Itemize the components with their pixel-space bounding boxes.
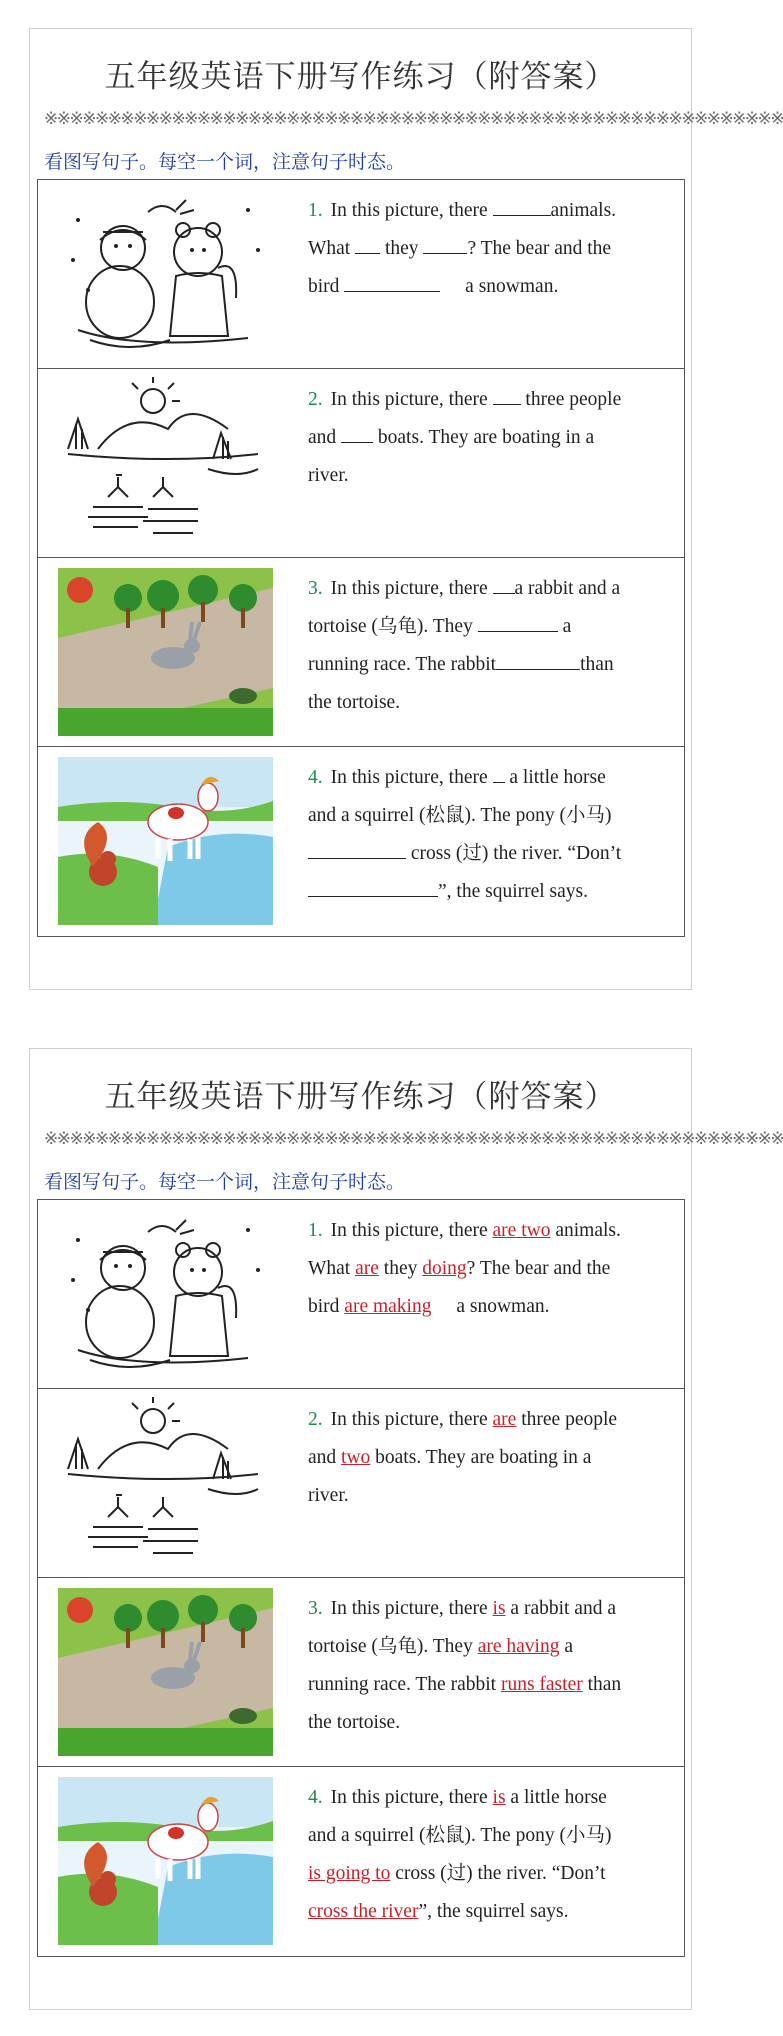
text: What [308, 238, 356, 259]
answer-blank[interactable] [493, 386, 521, 405]
text: and a squirrel (松鼠). The pony (小马) [308, 1825, 612, 1846]
text: than [587, 1674, 622, 1695]
page-title: 五年级英语下册写作练习（附答案） [104, 1079, 617, 1115]
question-number: 1. [308, 1220, 323, 1241]
text: running race. The rabbit [308, 1674, 497, 1695]
answer-text: two [341, 1447, 371, 1468]
text: In this picture, there [330, 767, 493, 788]
answer-text: cross the river [308, 1901, 419, 1922]
text: than [580, 654, 614, 675]
answer-blank[interactable] [308, 840, 406, 859]
answer-text: are making [344, 1296, 432, 1317]
question-number: 2. [308, 389, 323, 410]
text: a snowman. [451, 1296, 550, 1317]
answer-text: is [492, 1787, 506, 1808]
answer-text: doing [422, 1258, 467, 1279]
rabbit-tortoise-race-picture [58, 568, 273, 736]
exercise-row-1 [38, 180, 684, 369]
text: ”, the squirrel says. [438, 881, 589, 902]
text: In this picture, there [330, 1787, 493, 1808]
exercise-row-4 [38, 747, 684, 936]
answer-3-text [308, 1590, 680, 1742]
text: the tortoise. [308, 692, 401, 713]
boating-picture [58, 379, 273, 547]
text: and a squirrel (松鼠). The pony (小马) [308, 805, 612, 826]
question-1-text [308, 192, 680, 306]
text: ? The bear and the [466, 1258, 611, 1279]
answer-blank[interactable] [478, 613, 558, 632]
answer-row-2 [38, 1389, 684, 1578]
text: three people [516, 1409, 618, 1430]
answer-1-text [308, 1212, 680, 1326]
decorative-divider: ※※※※※※※※※※※※※※※※※※※※※※※※※※※※※※※※※※※※※※※※※※※※※※※※※※※※※※※※※※ [44, 1129, 783, 1149]
answer-text: are two [492, 1220, 551, 1241]
instruction-text: 看图写句子。每空一个词，注意句子时态。 [44, 151, 406, 173]
snowman-bear-picture [58, 190, 273, 358]
page-title: 五年级英语下册写作练习（附答案） [104, 59, 617, 95]
text: a rabbit and a [510, 1598, 616, 1619]
text: bird [308, 276, 345, 297]
answer-blank[interactable] [308, 878, 438, 897]
text: and [308, 1447, 342, 1468]
question-number: 1. [308, 200, 323, 221]
instruction-text: 看图写句子。每空一个词，注意句子时态。 [44, 1171, 406, 1193]
text: In this picture, there [330, 1598, 493, 1619]
text: they [380, 238, 424, 259]
text: river. [308, 465, 349, 486]
answer-text: is [492, 1598, 506, 1619]
snowman-bear-picture [58, 1210, 273, 1378]
text: a [559, 1636, 573, 1657]
text: and [308, 427, 342, 448]
answer-text: is going to [308, 1863, 391, 1884]
text: a little horse [505, 1787, 607, 1808]
text: a [557, 616, 572, 637]
text: In this picture, there [330, 1409, 493, 1430]
text: animals. [555, 1220, 621, 1241]
text: ”, the squirrel says. [418, 1901, 569, 1922]
answer-row-3 [38, 1578, 684, 1767]
text: cross (过) the river. “Don’t [406, 843, 622, 864]
text: a snowman. [460, 276, 559, 297]
answer-blank[interactable] [423, 235, 467, 254]
question-number: 3. [308, 1598, 323, 1619]
rabbit-tortoise-race-picture [58, 1588, 273, 1756]
question-number: 2. [308, 1409, 323, 1430]
text: cross (过) the river. “Don’t [390, 1863, 606, 1884]
text: In this picture, there [330, 578, 493, 599]
question-number: 3. [308, 578, 323, 599]
answer-blank[interactable] [341, 424, 373, 443]
horse-squirrel-river-picture [58, 757, 273, 925]
text: the tortoise. [308, 1712, 401, 1733]
text: What [308, 1258, 356, 1279]
text: In this picture, there [330, 1220, 493, 1241]
answer-blank[interactable] [496, 651, 580, 670]
text: boats. They are boating in a [370, 1447, 592, 1468]
answer-blank[interactable] [493, 575, 515, 594]
text: In this picture, there [330, 200, 493, 221]
answer-blank[interactable] [355, 235, 380, 254]
answer-blank[interactable] [493, 197, 551, 216]
text: In this picture, there [330, 389, 493, 410]
question-number: 4. [308, 1787, 323, 1808]
text: three people [520, 389, 622, 410]
answer-blank[interactable] [344, 273, 440, 292]
question-2-text [308, 381, 680, 495]
question-4-text [308, 759, 680, 911]
text: ? The bear and the [467, 238, 612, 259]
question-number: 4. [308, 767, 323, 788]
answer-row-1 [38, 1200, 684, 1389]
worksheet-page-answers [29, 1048, 783, 2010]
text: a little horse [504, 767, 606, 788]
answer-2-text [308, 1401, 680, 1515]
answer-table [37, 1199, 685, 1957]
text: running race. The rabbit [308, 654, 497, 675]
text: a rabbit and a [514, 578, 621, 599]
text: tortoise (乌龟). They [308, 1636, 478, 1657]
exercise-row-3 [38, 558, 684, 747]
answer-text: are [492, 1409, 517, 1430]
text: bird [308, 1296, 345, 1317]
exercise-table [37, 179, 685, 937]
answer-blank[interactable] [493, 764, 505, 783]
boating-picture [58, 1399, 273, 1567]
text: they [378, 1258, 423, 1279]
exercise-row-2 [38, 369, 684, 558]
answer-text: are [355, 1258, 379, 1279]
text: animals. [550, 200, 617, 221]
answer-text: are having [477, 1636, 560, 1657]
text: tortoise (乌龟). They [308, 616, 478, 637]
decorative-divider: ※※※※※※※※※※※※※※※※※※※※※※※※※※※※※※※※※※※※※※※※※※※※※※※※※※※※※※※※※※ [44, 109, 783, 129]
worksheet-page-questions [29, 28, 783, 990]
question-3-text [308, 570, 680, 722]
text: river. [308, 1485, 349, 1506]
answer-4-text [308, 1779, 680, 1931]
answer-row-4 [38, 1767, 684, 1956]
text: boats. They are boating in a [373, 427, 595, 448]
answer-text: runs faster [500, 1674, 583, 1695]
horse-squirrel-river-picture [58, 1777, 273, 1945]
